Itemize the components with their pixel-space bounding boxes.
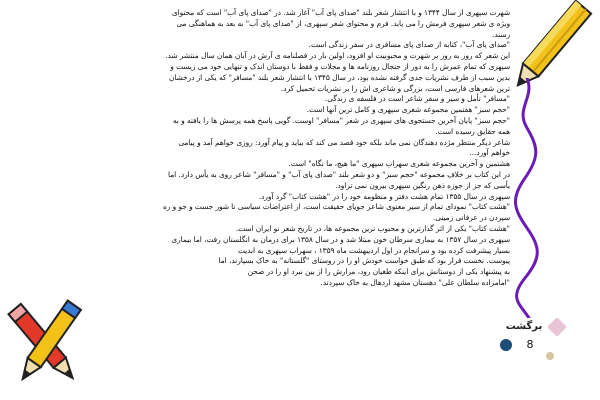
text-line: شهرت سپهری از سال ۱۳۴۴ و با انتشار شعر بلند "صدای پای آب" آغاز شد. در "صدای پای آب" است که محتوای — [171, 8, 510, 17]
text-line: "حجم سبز" پایان آخرین جستجوی های سپهری در شعر "مسافر" اوست. گویی پاسخ همه پرسش ها را یافته و به — [172, 115, 510, 125]
text-line: ویژه ی شعر سپهری فرمش را می یابد. فرم و محتوای شعر سپهری، از "صدای پای آب" به بعد به هماهنگی می — [176, 18, 510, 28]
text-line: سپهری که تمام عمرش را به دور از جنجال روزنامه ها و مجلات و فقط با دوستان اندک و تنهایی خود می زیست و — [170, 61, 510, 71]
text-line: رسند. — [492, 29, 510, 39]
text-line: "صدای پای آب"، کتابه از صدای پای مسافری در سفر زندگی است. — [308, 40, 510, 50]
text-line: خواهم آورد... — [469, 148, 510, 158]
text-line: ترین شعرهای فارسی است، بزرگی و شاعری اش را بر نشریات تحمیل کرد. — [280, 83, 510, 93]
text-line: هشتمین و آخرین مجموعه شعری سهراب سپهری "ما هیچ، ما نگاه" است. — [288, 159, 510, 169]
text-line: "مسافر" تأمل و سیر و سفر شاعر است در فلسفه ی زندگی. — [324, 94, 510, 104]
text-line: پیوست. نخست قرار بود که طبق خواست خودش او را در روستای "گلستانه" به خاک بسپارند، اما — [218, 256, 510, 266]
text-line: بسیار پیشرفت کرده بود و سرانجام در اول اردیبهشت ماه ۱۳۵۹ ، سهراب سپهری به ابدیت — [237, 245, 510, 255]
text-line: "هشت کتاب" نمودای تمام از سیر معنوی شاعر جویای حقیقت است، از اعتراضات سیاسی تا شور جست و جو و ره — [162, 202, 510, 212]
bullet-icon — [500, 339, 512, 351]
text-line: "امامزاده سلطان علی" دهستان مشهد اردهال به خاک سپردند. — [320, 277, 510, 287]
dot-icon — [546, 352, 554, 360]
text-line: "هشت کتاب" یکی از اثر گذارترین و محبوب ترین مجموعه ها، در تاریخ شعر نو ایران است. — [235, 223, 510, 233]
page-number: 8 — [526, 338, 534, 351]
text-line: به پیشنهاد یکی از دوستانش برای اینکه طغیان رود، مزارش را از بین نبرد او را در صحن — [247, 267, 510, 277]
text-line: سپهری در سال ۱۳۵۵ تمام هشت دفتر و منظومه خود را در "هشت کتاب" گرد آورد. — [258, 191, 510, 201]
text-line: در این کتاب بر خلاف مجموعه "حجم سبز" و دو شعر بلند "صدای پای آب" و "مسافر" شاعر روی به یأس دارد. اما — [168, 169, 510, 179]
text-line: سپردن در عرفانی زمینی. — [432, 213, 510, 223]
text-line: شاعر دیگر منتظر مژده دهندگان نمی ماند بلکه خود قصد می کند که بیاید و پیام آورد: روزی خواهم آمد و پیامی — [178, 137, 510, 147]
text-line: بدین سبب از طرف نشریات جدی گرفته نشده بود، در سال ۱۳۴۵ با انتشار شعر بلند "مسافر" که یکی از درخشان — [168, 72, 510, 82]
squiggle-decoration — [505, 78, 550, 318]
back-button[interactable]: برگشت — [494, 316, 554, 338]
text-line: سپهری در سال ۱۳۵۷ به بیماری سرطان خون مبتلا شد و در سال ۱۳۵۸ برای درمان به انگلستان رفت، اما بیماری — [171, 234, 510, 244]
body-text — [70, 8, 510, 390]
text-line: این شعر که روز به روز بر شهرت و محبوبیت او افزود، اولین بار در فصلنامه ی آرش در آبان همان سال منتشر شد. — [165, 51, 510, 61]
text-line: همه حقایق رسیده است. — [435, 126, 510, 136]
text-line: "حجم سبز" هفتمین مجموعه شعری سپهری و کامل ترین آنها است. — [306, 105, 510, 115]
text-line: یأسی که جز از جوزه ذهن رنگین سپهری بیرون نمی تراود. — [335, 180, 510, 190]
